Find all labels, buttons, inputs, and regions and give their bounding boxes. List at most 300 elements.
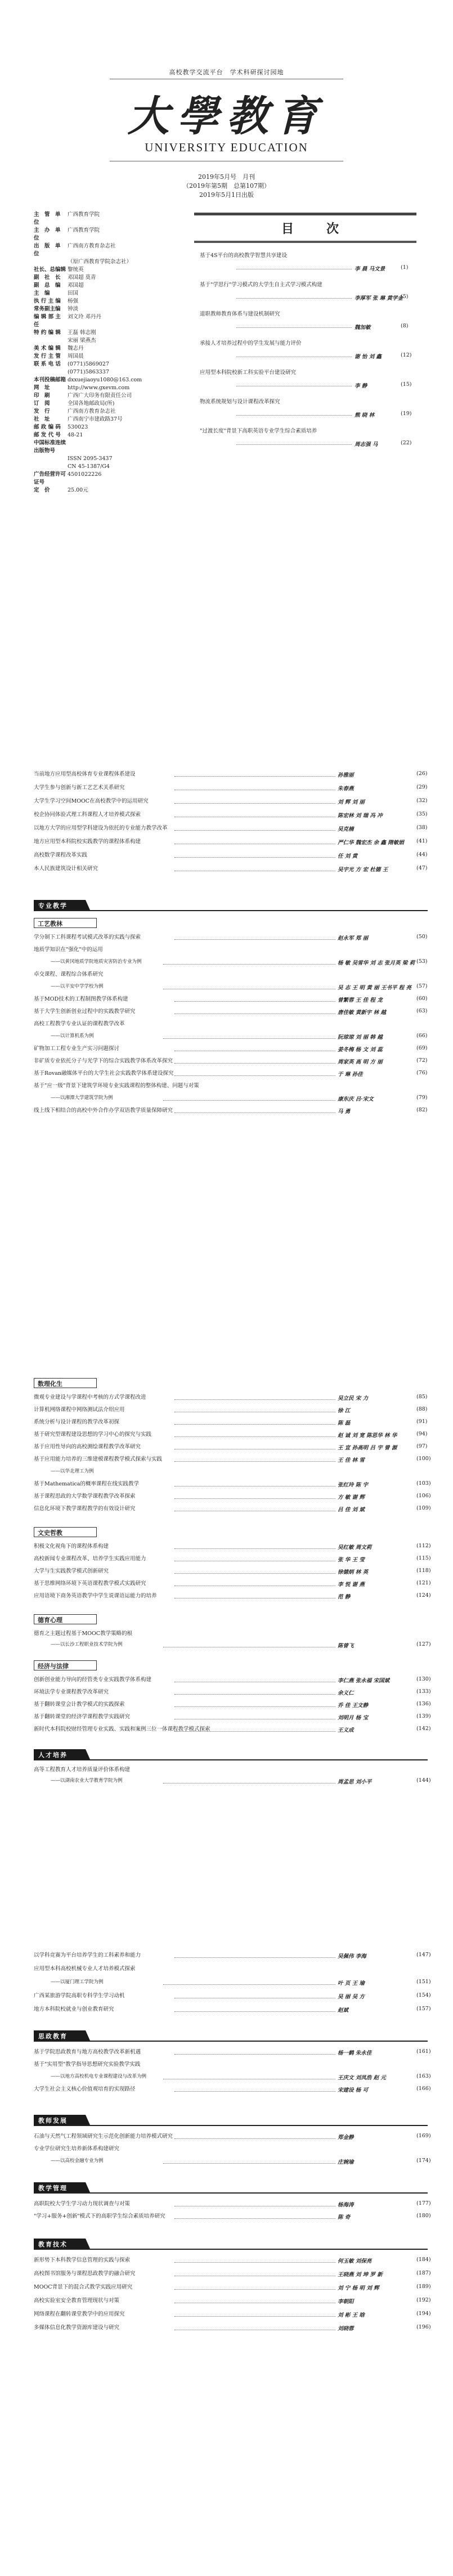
masthead-key: 发 行 [34, 408, 50, 415]
toc-entry-author: 熊 晓 林 [355, 412, 375, 418]
toc-entry-author: 吴克楠 [338, 826, 354, 832]
toc-entry-author: 任 刘 黄 [338, 853, 358, 859]
leader-dots [174, 857, 335, 858]
toc-entry-author: 唐佳敏 黄新宇 林 越 [338, 1010, 386, 1016]
masthead-key: 邮 政 编 码 [34, 424, 61, 430]
issue-line: 2019年5月号 月刊 [198, 173, 255, 181]
toc-entry-title: 基于Rovan融媒体平台的大学生社会实践教学体系建设探究 [34, 1070, 174, 1077]
toc-entry-author: 李仁燕 张永福 宋国斌 [338, 1678, 390, 1684]
toc-entry-title: 大学生参与创新与新工艺艺术关系研究 [34, 785, 125, 791]
masthead-value: (0771)5863337 [68, 369, 109, 375]
toc-entry-title: 本人民族建筑设计相关研究 [34, 866, 98, 872]
toc-entry-title: 积极文化视角下的课程体系构建 [34, 1543, 109, 1550]
masthead-key: 执 行 主 编 [34, 298, 61, 304]
toc-entry-title: ——以华北理工为例 [51, 1469, 94, 1474]
subsection-header [34, 1614, 97, 1624]
toc-entry-title: 基于课程思政的大学数学课程教学改革探索 [34, 1493, 136, 1499]
masthead-key [34, 337, 68, 345]
toc-entry-page: (97) [416, 1443, 428, 1449]
toc-entry-page: (57) [416, 983, 428, 989]
toc-entry-title: 学分制下工科课程考试模式改革的实践与探索 [34, 934, 141, 940]
masthead-row [34, 455, 180, 463]
toc-entry-title: 新形势下本科教学信息管理的实践与探索 [34, 2257, 131, 2263]
leader-dots [174, 1498, 335, 1499]
toc-entry-author: 余义仁 [338, 1690, 354, 1696]
masthead-key: 中国标准连续出版物号 [34, 440, 66, 454]
toc-entry-author: 谢 怡 刘 鑫 [355, 354, 382, 360]
toc-entry-page: (66) [416, 1033, 428, 1039]
journal-name-en: UNIVERSITY EDUCATION [145, 141, 308, 154]
leader-dots [174, 1436, 335, 1437]
toc-entry-title: 道职教师教育体系与建设机制研究 [200, 311, 280, 317]
toc-entry-title: ——以黄冈地质学院地质灾害防治专业为例 [51, 959, 142, 965]
masthead-key: 网 址 [34, 385, 50, 391]
section-header-line [34, 2041, 428, 2042]
toc-entry-title: 应用型本科院校新工科实验平台建设研究 [200, 370, 297, 376]
toc-entry-author: 阮琼琼 刘 丽 韩 越 [338, 1034, 383, 1041]
toc-entry-title: 高等工程教育人才培养质量评价体系构建 [34, 1767, 131, 1773]
masthead-key: 美 术 编 辑 [34, 345, 61, 352]
leader-dots [174, 803, 335, 804]
toc-entry-author: 陈 奇 [338, 2214, 351, 2221]
toc-entry-title: "学习+服务+创新"模式下的高职学生综合素质培养研究 [34, 2213, 165, 2219]
masthead-key: 编 辑 部 主 任 [34, 314, 61, 328]
toc-entry-author: 李 静 [355, 383, 367, 389]
toc-entry-page: (91) [416, 1418, 428, 1425]
section-header [34, 900, 90, 910]
toc-entry-author: 李 晨 马文景 [355, 266, 385, 272]
toc-entry-title: 基于"应一级"背景下建筑学环境专业实践课程的整体构建、问题与对策 [34, 1083, 199, 1089]
toc-entry-author: 庄婉瑜 [338, 2159, 354, 2165]
masthead-value: 广西南方教育杂志社 [68, 243, 116, 249]
toc-entry-author: 叶 页 王 瑜 [338, 1980, 365, 1987]
masthead-value: 广西南宁市建政路37号 [68, 416, 123, 422]
leader-dots [163, 1984, 335, 1985]
toc-entry-title: ——以湖南农业大学教育学院为例 [51, 1778, 123, 1784]
masthead-key: 联 系 电 话 [34, 361, 61, 367]
section-header [34, 2030, 90, 2041]
toc-entry-author: 严仁华 魏宏杰 余 鑫 隋敏娟 [338, 840, 404, 846]
toc-entry-title: 基于学院思政教育与地方高校教学改革新机遇 [34, 2049, 141, 2055]
masthead-value: 周国晨 [68, 353, 84, 359]
section-header-line [34, 1759, 428, 1760]
toc-entry-page: (189) [416, 2284, 431, 2290]
masthead-row [34, 337, 180, 345]
masthead-value: 25.00元 [68, 487, 88, 493]
masthead-value: (0771)5869027 [68, 361, 109, 367]
toc-entry-title: 微观专业建设与学课程中考核的方式学课程改进 [34, 1394, 146, 1400]
toc-entry-page: (166) [416, 2086, 431, 2092]
toc-entry-author: 朱春燕 [338, 786, 354, 792]
toc-entry-author: 王 宣 孙高明 吕 宇 曾 源 [338, 1445, 397, 1451]
masthead-row [34, 408, 180, 416]
toc-entry-author: 刘 宁 杨 明 刘 辉 [338, 2285, 379, 2291]
masthead-row [34, 298, 180, 305]
masthead-value: 田国 [68, 290, 79, 296]
toc-entry-title: 承接人才培养过程中的学生发展与能力评价 [200, 340, 302, 346]
toc-entry-author: 马 勇 [338, 1109, 351, 1115]
masthead-row [34, 353, 180, 361]
toc-entry-title: 基于应用能力培养的三维建模课程教学模式探索与实践 [34, 1456, 163, 1462]
toc-entry-author: 陈 磊 [338, 1420, 351, 1426]
toc-entry-title: 基于4S平台的高校教学智慧共享建设 [200, 253, 288, 259]
toc-entry-page: (26) [416, 771, 428, 777]
toc-entry-title: 系统分析与设计课程的教学改革初探 [34, 1419, 120, 1425]
toc-entry-page: (44) [416, 852, 428, 858]
toc-entry-title: 物流系统规划与设计课程改革探究 [200, 399, 280, 405]
leader-dots [174, 2138, 335, 2139]
toc-entry-author: 赵斌 [338, 2007, 349, 2014]
masthead-value: 邓国超 莫青 [68, 274, 96, 281]
masthead-row [34, 361, 180, 368]
masthead-value: 530023 [68, 424, 88, 430]
toc-entry-author: 王晓燕 刘 坤 罗 新 [338, 2272, 383, 2278]
toc-entry-title: 计算机网络课程中网络测试法介绍应用 [34, 1407, 125, 1413]
toc-entry-page: (72) [416, 1057, 428, 1064]
toc-entry-title: 线上线下相结合的高校中外合作办学双语教学质量保障研究 [34, 1107, 173, 1114]
toc-entry-author: 曾繁蓉 王 佳 程 龙 [338, 997, 383, 1003]
toc-entry-author: 吕 佳 刘 斌 [338, 1507, 365, 1513]
masthead-value: 杨强 [68, 298, 79, 304]
leader-dots [174, 2262, 335, 2263]
leader-dots [174, 1694, 335, 1695]
subsection-header [34, 918, 97, 928]
toc-entry-page: (130) [416, 1676, 431, 1682]
leader-dots [163, 1100, 335, 1101]
toc-entry-page: (174) [416, 2158, 431, 2164]
masthead-value: 全国各地邮政局(所) [68, 400, 115, 407]
toc-entry-title: 当前地方应用型高校体育专业课程体系建设 [34, 771, 136, 777]
toc-entry-page: (41) [416, 838, 428, 844]
masthead-row [34, 471, 180, 487]
toc-entry-title: 大学生社会主义核心价值观培育的实现路径 [34, 2086, 136, 2092]
leader-dots [174, 776, 335, 777]
toc-entry-author: 郑金静 [338, 2134, 354, 2141]
leader-dots [174, 1424, 335, 1425]
toc-entry-page: (161) [416, 2048, 431, 2055]
toc-entry-author: 于 琳 孙佳 [338, 1071, 363, 1078]
toc-entry-title: 高校数学课程改革实践 [34, 852, 88, 858]
toc-entry-page: (85) [416, 1394, 428, 1400]
toc-entry-author: 杨一鹤 朱永佳 [338, 2050, 372, 2056]
masthead-row [34, 345, 180, 353]
section-header-label: 教学管理 [38, 2185, 68, 2192]
toc-entry-author: 赵 诚 刘 宽 陈思华 林 华 [338, 1433, 397, 1439]
toc-entry-title: "过渡长度"背景下高职英语专业学生综合素质培养 [200, 428, 317, 434]
subsection-header [34, 1527, 97, 1537]
toc-entry-author: 方 敏 谢 辉 [338, 1494, 365, 1501]
masthead-row [34, 400, 180, 408]
masthead-row [34, 211, 180, 227]
masthead-key: 社长、总编辑 [34, 267, 66, 273]
toc-entry-author: 魏加敏 [355, 325, 371, 331]
toc-entry-author: 乔 佳 王文静 [338, 1703, 369, 1709]
subsection-header [34, 1378, 97, 1388]
masthead-key: 常务副主编 [34, 306, 61, 312]
masthead-key: 邮 发 代 号 [34, 432, 61, 438]
toc-entry-page: (8) [401, 323, 409, 329]
leader-dots [174, 2091, 335, 2092]
toc-entry-page: (133) [416, 1688, 431, 1695]
leader-dots [174, 1075, 335, 1076]
masthead-key: 印 刷 [34, 393, 50, 399]
toc-entry-page: (187) [416, 2270, 431, 2276]
leader-dots [236, 298, 352, 299]
toc-entry-page: (94) [416, 1431, 428, 1437]
toc-entry-page: (60) [416, 996, 428, 1002]
toc-entry-title: 基于研究型课程建设思想的学习中心的探究与实践 [34, 1431, 152, 1438]
toc-entry-title: 石油与天然气工程领域研究生示范化创新能力培养模式研究 [34, 2133, 173, 2140]
masthead-value: 48-21 [68, 432, 83, 438]
toc-entry-title: 基于翻转课堂的经济学课程教学实践研究 [34, 1714, 131, 1720]
masthead-row [34, 282, 180, 290]
toc-entry-title: 以学科竞赛为平台培养学生的工科素养和能力 [34, 1952, 141, 1958]
toc-entry-author: 吴宇光 方 宏 杜德 王 [338, 867, 388, 873]
toc-entry-title: 高职院校大学生学习动力现状调查与对策 [34, 2201, 131, 2207]
toc-entry-title: 广西某旅游学院高职专科学生学习动机 [34, 1993, 125, 1999]
leader-dots [163, 1038, 335, 1039]
issue-line: （2019年第5期 总第107期） [183, 182, 270, 190]
toc-entry-author: 赵永军 郑 丽 [338, 935, 369, 942]
toc-entry-author: 孙雅丽 [338, 772, 354, 778]
toc-entry-title: ——以平安中学学校为例 [51, 984, 104, 989]
toc-entry-page: (35) [416, 811, 428, 817]
subsection-label: 经济与法律 [38, 1663, 69, 1670]
section-header-line [34, 2249, 428, 2250]
journal-logo: 大學教育 [127, 92, 326, 141]
toc-entry-title: 基于"实用型"教学指导思想研究实验教学实践 [34, 2061, 141, 2068]
toc-entry-page: (12) [401, 352, 412, 358]
toc-entry-title: 非矿质专业依托分子与光学下的综合实践教学体系改革探究 [34, 1058, 173, 1064]
masthead-row [34, 227, 180, 242]
toc-entry-page: (103) [416, 1480, 431, 1487]
toc-entry-page: (154) [416, 1992, 431, 1998]
toc-entry-page: (1) [401, 264, 409, 271]
toc-entry-page: (184) [416, 2257, 431, 2263]
toc-entry-page: (82) [416, 1107, 428, 1113]
toc-entry-title: 基于MOD技术的工程制图教学体系构建 [34, 996, 128, 1002]
toc-entry-page: (177) [416, 2200, 431, 2206]
masthead-row [34, 266, 180, 274]
toc-entry-author: 陈宏林 刘 瑞 冯 冲 [338, 813, 383, 819]
masthead-key: 社 址 [34, 416, 50, 422]
toc-entry-page: (50) [416, 934, 428, 940]
toc-entry-title: 地方应用型本科院校实践教学的课程体系构建 [34, 839, 141, 845]
masthead-value: 广西教育学院 [68, 211, 100, 218]
masthead-key: 特 约 编 辑 [34, 330, 61, 336]
toc-entry-title: 德育之主题过程基于MOOC教学策略的根 [34, 1631, 133, 1637]
toc-entry-page: (76) [416, 1070, 428, 1076]
toc-entry-title: 基于翻转课堂会计教学模式的实践探索 [34, 1701, 125, 1708]
toc-entry-page: (194) [416, 2311, 431, 2317]
toc-entry-title: 创新创业能力导向的经管类专业实践教学体系构建 [34, 1677, 152, 1683]
masthead-row [34, 376, 180, 384]
toc-entry-page: (124) [416, 1592, 431, 1598]
masthead-value: 广西广大印务有限责任公司 [68, 393, 132, 399]
section-header-line [34, 2125, 428, 2126]
toc-entry-page: (63) [416, 1008, 428, 1014]
leader-dots [236, 415, 352, 416]
toc-entry-page: (53) [416, 958, 428, 965]
toc-entry-author: 范 静 [338, 1594, 351, 1600]
toc-entry-title: 基于"学思行"学习模式的大学生自主式学习模式构建 [200, 282, 322, 288]
toc-entry-page: (29) [416, 784, 428, 790]
toc-entry-author: 吴红敏 周文莉 [338, 1544, 372, 1551]
toc-entry-page: (121) [416, 1580, 431, 1586]
toc-entry-page: (15) [401, 381, 412, 388]
subsection-label: 工艺教林 [38, 920, 62, 927]
toc-entry-author: 李朝阳 [338, 2299, 354, 2305]
toc-entry-author: 周志强 马 [355, 442, 378, 448]
masthead-value: 王磊 韩志刚 [68, 330, 96, 336]
toc-entry-title: 大学与生实践教学模式创新研究 [34, 1568, 109, 1574]
toc-entry-title: 基于思维网络环境下英语课程教学模式实践研究 [34, 1580, 146, 1587]
masthead-key [34, 258, 68, 266]
masthead-row [34, 258, 180, 266]
toc-entry-author: 杨 敏 吴雪华 刘 志 张月英 梁 莉 [338, 960, 415, 966]
leader-dots [163, 2163, 335, 2164]
toc-entry-page: (115) [416, 1555, 431, 1561]
masthead-key: 副 社 长 [34, 274, 61, 281]
leader-dots [174, 1461, 335, 1462]
toc-entry-author: 王义成 [338, 1727, 354, 1733]
section-header-label: 教师发展 [38, 2117, 68, 2124]
masthead-row [34, 463, 180, 471]
toc-entry-page: (69) [416, 1045, 428, 1051]
section-header-label: 思政教育 [38, 2033, 68, 2040]
leader-dots [174, 1001, 335, 1002]
masthead-row [34, 487, 180, 494]
leader-dots [174, 2054, 335, 2055]
toc-entry-page: (127) [416, 1641, 431, 1647]
masthead-row [34, 313, 180, 329]
masthead-row [34, 384, 180, 392]
masthead-row [34, 274, 180, 282]
toc-entry-page: (139) [416, 1713, 431, 1719]
toc-entry-page: (106) [416, 1493, 431, 1499]
toc-entry-title: 应用型本科高校机械专业人才培养模式探索 [34, 1966, 136, 1972]
toc-title-bar [194, 241, 416, 243]
section-header [34, 2115, 90, 2125]
toc-entry-title: 矿物加工工程专业生产实习问题探讨 [34, 1046, 120, 1052]
masthead-row [34, 305, 180, 313]
section-header-line [34, 2192, 428, 2194]
toc-entry-title: 大学生学习空间MOOC在高校教学中的运用研究 [34, 798, 149, 804]
issue-line: 2019年5月1日出版 [199, 191, 254, 199]
leader-dots [174, 2289, 335, 2290]
masthead-value: http://www.gxevm.com [68, 385, 130, 391]
toc-entry-page: (79) [416, 1095, 428, 1101]
subsection-label: 文史哲教 [38, 1529, 62, 1537]
masthead-value: 广西教育学院 [68, 227, 100, 233]
masthead-row [34, 424, 180, 431]
toc-entry-page: (180) [416, 2213, 431, 2219]
subsection-label: 数理化生 [38, 1380, 62, 1388]
toc-entry-title: ——以厦门理工学院为例 [51, 1979, 104, 1985]
toc-top-rule [194, 213, 416, 215]
toc-title: 目 次 [281, 222, 349, 236]
masthead-row [34, 329, 180, 337]
toc-entry-page: (163) [416, 2073, 431, 2079]
toc-entry-author: 刘晓蓉 [338, 2326, 354, 2332]
leader-dots [236, 327, 352, 328]
masthead-value: 邓国超 [68, 282, 84, 289]
toc-entry-author: 张 华 王 莹 [338, 1557, 365, 1563]
toc-entry-title: 基于大学生创新创业过程中的实践教学研究 [34, 1008, 136, 1015]
masthead-value: CN 45-1387/G4 [68, 463, 110, 470]
masthead-key: 主 办 单 位 [34, 227, 66, 241]
toc-entry-author: 吴 志 王 明 黄 丽 王书平 程 亮 [338, 985, 411, 991]
masthead-value: 钟淡 [68, 306, 79, 312]
leader-dots [174, 1063, 335, 1064]
toc-entry-page: (157) [416, 2006, 431, 2012]
masthead-value: （原广西教育学院杂志社） [68, 259, 132, 265]
toc-entry-title: 多媒体信息化教学资源库建设与研究 [34, 2325, 120, 2331]
masthead-value: dxxuejiaoyu1080@163.com [68, 377, 142, 383]
toc-entry-author: 何玉敏 刘保亮 [338, 2258, 372, 2264]
section-header-label: 专业教学 [38, 902, 68, 909]
toc-entry-title: 应用语境下商务英语教学中学生说课语运能力的培养 [34, 1593, 157, 1599]
masthead-value: 宋丽 梁燕杰 [68, 337, 96, 344]
leader-dots [163, 964, 335, 965]
toc-entry-title: 地方本科院校就业与创业教育研究 [34, 2006, 114, 2012]
toc-entry-title: 网络课程在翻转课堂教学中的应用探究 [34, 2311, 125, 2317]
toc-entry-author: 刘 彬 王 晗 [338, 2312, 365, 2318]
section-header-label: 人才培养 [38, 1751, 68, 1759]
masthead-key: 发 行 主 管 [34, 353, 61, 359]
toc-entry-author: 姜冬梅 杨 文 刘 蕊 [338, 1047, 383, 1053]
toc-entry-title: 专业学位研究生培养新体系构建研究 [34, 2146, 120, 2152]
section-header [34, 1749, 90, 1759]
toc-entry-page: (22) [401, 440, 412, 446]
toc-entry-title: 高校新闻专业课程改革、培养学生实践应用能力 [34, 1556, 146, 1562]
masthead-row [34, 242, 180, 258]
masthead-key: 定 价 [34, 487, 50, 493]
leader-dots [174, 2316, 335, 2317]
masthead [34, 211, 180, 494]
leader-dots [174, 1731, 335, 1732]
masthead-value: 黎统英 [68, 267, 84, 273]
toc-entry-author: 陈曾飞 [338, 1643, 354, 1649]
subsection-label: 德育心理 [38, 1616, 62, 1624]
toc-entry-title: ——以计算机系为例 [51, 1033, 94, 1039]
toc-entry-author: 周孟思 刘小平 [338, 1779, 372, 1785]
masthead-value: 刘文玲 邓丹丹 [68, 314, 102, 320]
toc-entry-page: (112) [416, 1543, 431, 1549]
toc-entry-page: (88) [416, 1406, 428, 1412]
toc-entry-title: ——以长沙工程职业技术学院为例 [51, 1642, 123, 1647]
toc-entry-page: (144) [416, 1777, 431, 1784]
toc-entry-author: 杨海涛 [338, 2202, 354, 2208]
masthead-key [34, 455, 68, 463]
leader-dots [174, 2011, 335, 2012]
toc-entry-page: (142) [416, 1726, 431, 1732]
leader-dots [174, 1399, 335, 1400]
toc-entry-author: 吴立民 宋 力 [338, 1395, 369, 1402]
masthead-key: 广告经营许可证号 [34, 471, 66, 485]
leader-dots [163, 1783, 335, 1784]
toc-entry-page: (38) [416, 825, 428, 831]
masthead-row [34, 439, 180, 455]
toc-entry-title: ——以地方高校机电专业课程建设与改革为例 [51, 2074, 147, 2079]
toc-entry-page: (32) [416, 798, 428, 804]
toc-entry-title: 新时代本科院校财经管理专业实践、实践和案例三位一体课程教学模式探索 [34, 1726, 210, 1732]
leader-dots [174, 830, 335, 831]
toc-entry-title: 以地方大学的应用型学科建设为依托的专业能力教学改革 [34, 825, 168, 831]
leader-dots [174, 939, 335, 940]
toc-entry-author: 宋建设 杨 可 [338, 2087, 369, 2093]
toc-entry-page: (136) [416, 1701, 431, 1707]
